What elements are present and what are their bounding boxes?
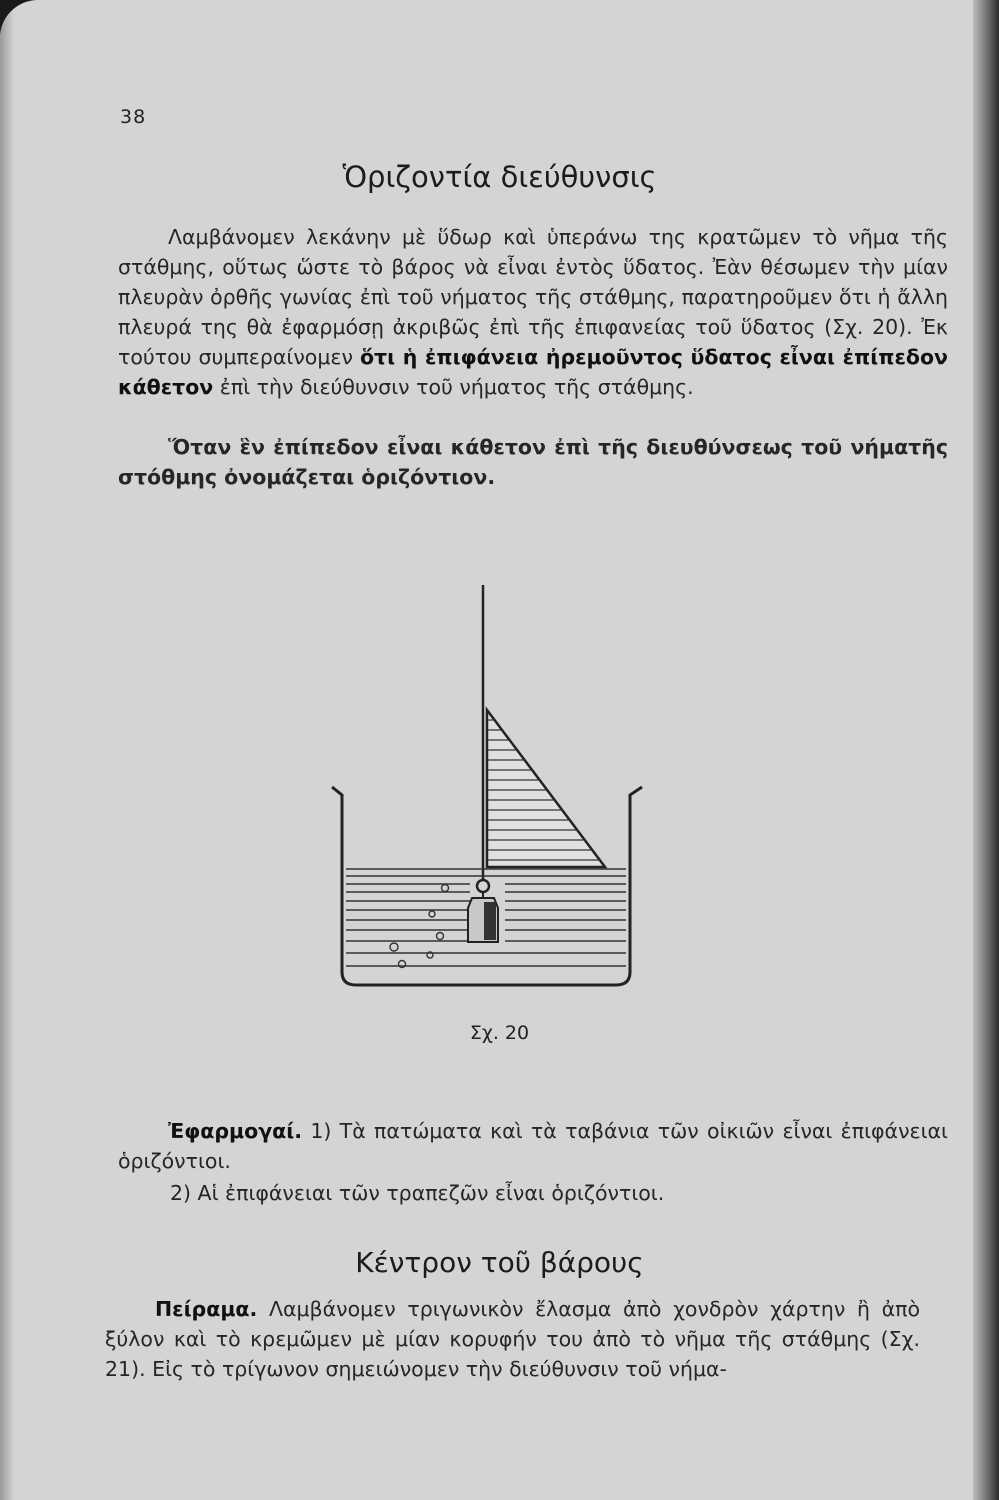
paragraph-emphasis: ὅτι ἡ ἐπιφάνεια ἠρεμοῦντος ὕδατος εἶναι ἐπίπεδον κάθετον <box>118 345 948 399</box>
air-bubbles <box>390 885 449 968</box>
paragraph-text: Λαμβάνομεν λεκάνην μὲ ὕδωρ καὶ ὑπεράνω της κρατῶμεν τὸ νῆμα τῆς στάθμης, οὕτως ὥστε τὸ βάρος νὰ εἶναι ἐντὸς ὕδατος. Ἐὰν θέσωμεν τὴν μίαν πλευρὰν ὀρθῆς γωνίας ἐπὶ τοῦ νήματος τῆς στάθμης, παρατηροῦμεν ὅτι ἡ ἄλλη πλευρά της θὰ ἐφαρμόσῃ ἀκριβῶς ἐπὶ τῆς ἐπιφανείας τοῦ ὕδατος (Σχ. 20). Ἐκ τούτου συμπεραίνομεν <box>118 225 948 369</box>
paragraph-definition-horizontal: Ὅταν ἓν ἐπίπεδον εἶναι κάθετον ἐπὶ τῆς διευθύνσεως τοῦ νήματῆς στόθμης ὀνομάζεται ὁριζόντιον. <box>118 435 948 489</box>
set-square-triangle <box>487 710 605 867</box>
page-number: 38 <box>120 106 147 128</box>
section-title-center-of-gravity: Κέντρον τοῦ βάρους <box>355 1246 644 1279</box>
figure-caption: Σχ. 20 <box>469 1022 530 1044</box>
paragraph-tail: ἐπὶ τὴν διεύθυνσιν τοῦ νήματος τῆς στάθμης. <box>213 375 694 399</box>
paragraph-experiment-basin <box>118 222 948 402</box>
experiment-text: Λαμβάνομεν τριγωνικὸν ἔλασμα ἀπὸ χονδρὸν χάρτην ἢ ἀπὸ ξύλον καὶ τὸ κρεμῶμεν μὲ μίαν κορυφήν του ἀπὸ τὸ νῆμα τῆς στάθμης (Σχ. 21). Εἰς τὸ τρίγωνον σημειώνομεν τὴν διεύθυνσιν τοῦ νήμα- <box>105 1297 920 1381</box>
applications-label: Ἐφαρμογαί. <box>168 1119 303 1143</box>
paragraph-experiment-triangle <box>105 1294 920 1384</box>
applications-item-2: 2) Αἱ ἐπιφάνειαι τῶν τραπεζῶν εἶναι ὁριζόντιοι. <box>170 1181 665 1205</box>
plumb-bob <box>468 880 498 942</box>
applications-item-1 <box>118 1116 948 1176</box>
applications-item-1-text: 1) Τὰ πατώματα καὶ τὰ ταβάνια τῶν οἰκιῶν εἶναι ἐπιφάνειαι ὁριζόντιοι. <box>118 1119 948 1173</box>
section-title-horizontal-direction: Ὁριζοντία διεύθυνσις <box>342 160 657 194</box>
experiment-label: Πείραμα. <box>155 1297 258 1321</box>
figure-20-basin-plumb-line <box>320 580 660 1000</box>
